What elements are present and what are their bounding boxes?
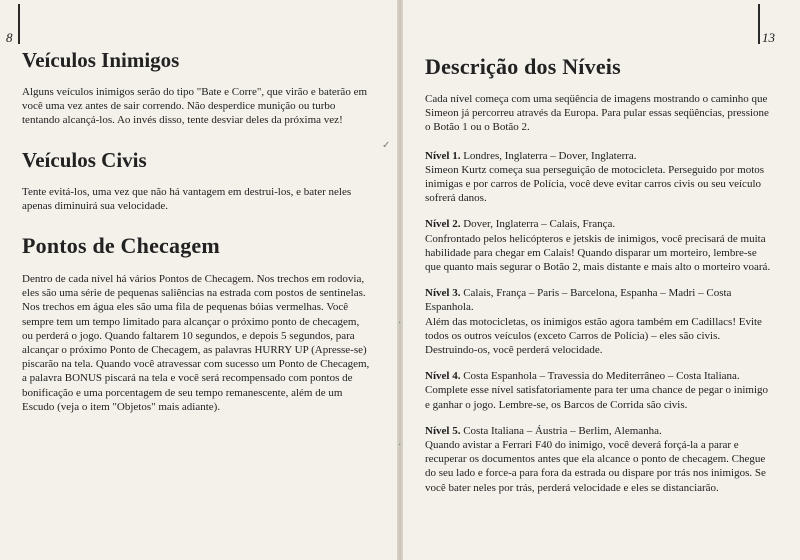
levels-intro: Cada nível começa com uma seqüência de imagens mostrando o caminho que Simeon já percorreu através da Europa. Para pular essas seqüências, pressione o Botão 1 ou o Botão 2. (425, 93, 769, 134)
level-1 (425, 149, 771, 206)
level-4-header (425, 369, 771, 383)
binding-mark-icon: · (398, 318, 402, 329)
section-body-enemy-vehicles: Alguns veículos inimigos serão do tipo "Bate e Corre", que virão e baterão em você uma vez antes de sair correndo. Não desperdice munição ou turbo tentando alcançá-los. Ao invés disso, tente desviar deles da próxima vez! (22, 86, 368, 127)
level-2-route: Dover, Inglaterra – Calais, França. (460, 218, 616, 231)
binding-mark-icon: · (398, 440, 402, 451)
level-5-label: Nível 5. (425, 424, 461, 437)
level-5-body: Quando avistar a Ferrari F40 do inimigo, você deverá forçá-la a parar e recuperar os documentos antes que ela alcance o ponto de checagem. Chegue do seu lado e force-a para fora da estrada ou dispare por trás nos inimigos. Se você bater neles por trás, perderá velocidade e eles se distanciarão. (425, 439, 766, 494)
level-4 (425, 369, 771, 412)
level-3-label: Nível 3. (425, 287, 461, 300)
section-heading-enemy-vehicles: Veículos Inimigos (22, 48, 180, 72)
level-2-body: Confrontado pelos helicópteros e jetskis de inimigos, você precisará de muita habilidade para chegar em Calais! Quando disparar um morteiro, lembre-se que quanto mais segurar o Botão 2, mais distante e mais alto o morteiro voará. (425, 232, 771, 274)
section-body-civil-vehicles: Tente evitá-los, uma vez que não há vantagem em destrui-los, e bater neles apenas diminuirá sua velocidade. (22, 185, 352, 212)
level-5-route: Costa Italiana – Áustria – Berlim, Alemanha. (460, 424, 662, 437)
right-column (425, 48, 771, 507)
level-4-route: Costa Espanhola – Travessia do Mediterrâneo – Costa Italiana. (460, 370, 740, 383)
section-heading-civil-vehicles: Veículos Civis (22, 147, 147, 172)
level-1-route: Londres, Inglaterra – Dover, Inglaterra. (460, 149, 637, 162)
level-2-header (425, 217, 771, 231)
page-number-right: 13 (762, 30, 775, 45)
level-2 (425, 217, 771, 274)
level-5-header (425, 424, 771, 438)
binding-mark-icon: ✓ (382, 140, 391, 151)
level-3-route: Calais, França – Paris – Barcelona, Espanha – Madri – Costa Espanhola. (425, 287, 732, 314)
level-1-label: Nível 1. (425, 149, 461, 162)
level-3-body: Além das motocicletas, os inimigos estão agora também em Cadillacs! Evite todos os outros veículos (exceto Carros de Polícia) – eles são civis. Destruindo-os, você perderá velocidade. (425, 315, 762, 357)
level-5 (425, 424, 771, 495)
level-4-label: Nível 4. (425, 370, 461, 383)
level-1-header (425, 149, 771, 163)
left-column (22, 48, 370, 414)
left-margin-rule (18, 4, 20, 44)
level-1-body: Simeon Kurtz começa sua perseguição de motocicleta. Perseguido por motos inimigas e por carros de Polícia, você deve evitar carros civis ou seu veículo sofrerá danos. (425, 163, 765, 205)
levels-heading: Descrição dos Níveis (425, 54, 621, 79)
level-3 (425, 286, 771, 357)
level-2-label: Nível 2. (425, 218, 461, 231)
section-heading-checkpoints: Pontos de Checagem (22, 233, 220, 259)
level-4-body: Complete esse nível satisfatoriamente para ter uma chance de pegar o inimigo e ganhar o jogo. Lembre-se, os Barcos de Corrida são civis. (425, 384, 769, 411)
level-3-header (425, 286, 771, 314)
right-margin-rule (758, 4, 760, 44)
page-number-left: 8 (6, 30, 13, 45)
section-body-checkpoints: Dentro de cada nível há vários Pontos de Checagem. Nos trechos em rodovia, eles são uma série de pequenas saliências na estrada com postos de sentinelas. Nos trechos em água eles são uma fila de pequenas bóias vermelhas. Você sempre tem um tempo limitado para alcançar o próximo ponto de checagem, ou perderá o jogo. Quando faltarem 10 segundos, e depois 5 segundos, para alcançar o próximo Ponto de Checagem, as palavras HURRY UP (Apresse-se) piscarão na tela. Quando você atravessar com sucesso um Ponto de Checagem, a palavra BONUS piscará na tela e você será recompensado com pontos de bonificação e uma porcentagem de seu tempo remanescente, além de um Escudo (veja o item "Objetos" mais adiante). (22, 273, 370, 413)
